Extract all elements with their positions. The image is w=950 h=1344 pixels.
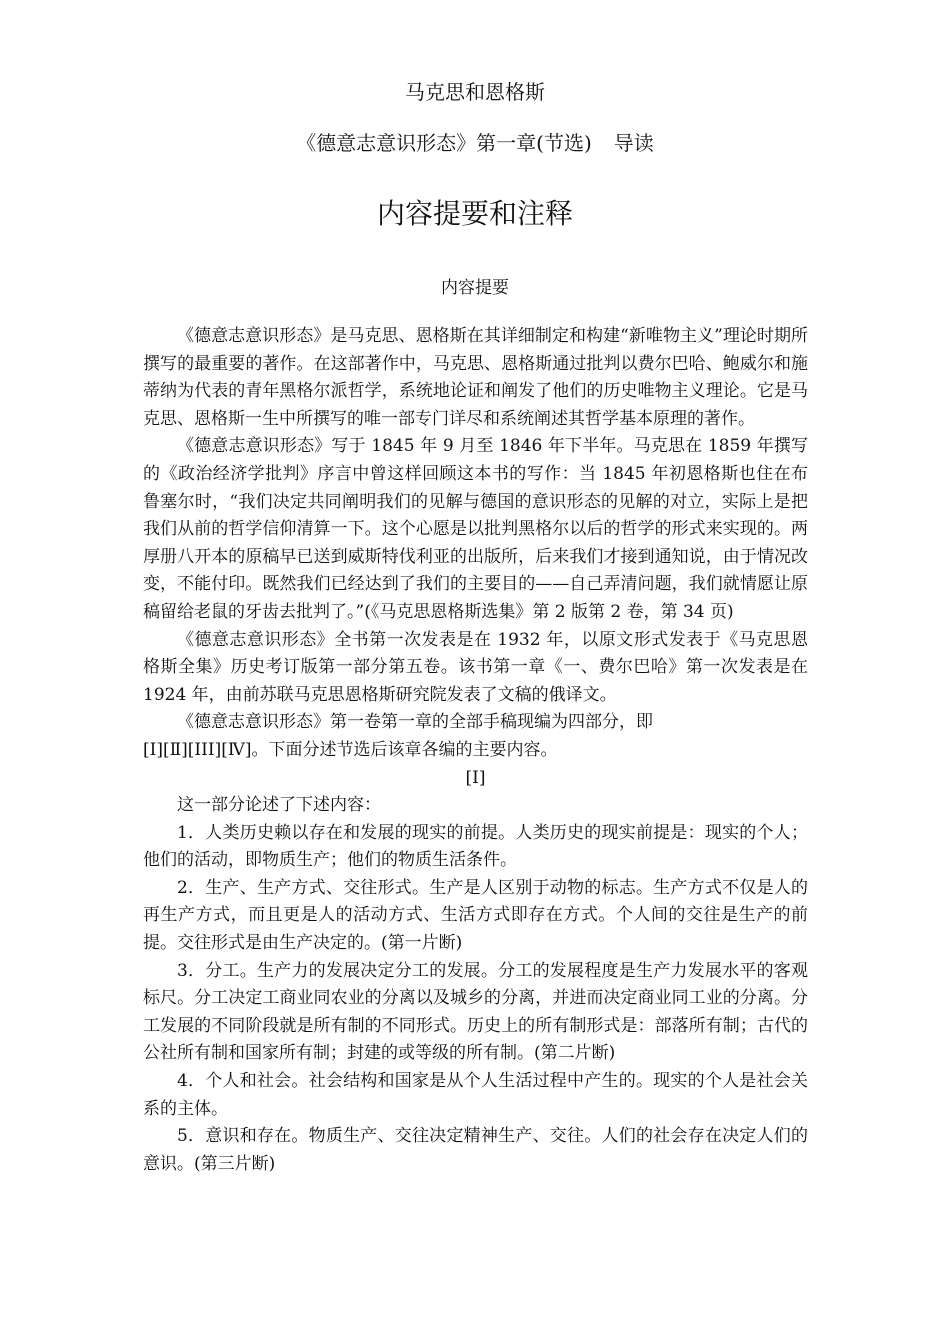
paragraph-intro: 《德意志意识形态》是马克思、恩格斯在其详细制定和构建“新唯物主义”理论时期所撰写的最重要的著作。在这部著作中，马克思、恩格斯通过批判以费尔巴哈、鲍威尔和施蒂纳为代表的青年黑格尔派哲学，系统地论证和阐发了他们的历史唯物主义理论。它是马克思、恩格斯一生中所撰写的唯一部专门详尽和系统阐述其哲学基本原理的著作。 [143,326,808,429]
subtitle-text: 《德意志意识形态》第一章(节选) [296,131,592,155]
paragraph-publication: 《德意志意识形态》全书第一次发表是在 1932 年，以原文形式发表于《马克思恩格斯全集》历史考订版第一部分第五卷。该书第一章《一、费尔巴哈》第一次发表是在 1924 年，由前苏联马克思恩格斯研究院发表了文稿的俄译文。 [143,629,808,705]
part-marker: [I] [465,767,486,788]
list-item-3: 3．分工。生产力的发展决定分工的发展。分工的发展程度是生产力发展水平的客观标尺。分工决定工商业同农业的分离以及城乡的分离，并进而决定商业同工业的分离。分工发展的不同阶段就是所有制的不同形式。历史上的所有制形式是：部落所有制；古代的公社所有制和国家所有制；封建的或等级的所有制。(第二片断) [143,960,808,1064]
subtitle-suffix: 导读 [613,131,654,155]
body-text [143,323,808,1178]
paragraph-part-intro: 这一部分论述了下述内容： [177,795,381,816]
list-item-5: 5．意识和存在。物质生产、交往决定精神生产、交往。人们的社会存在决定人们的意识。(第三片断) [143,1126,808,1174]
document-subtitle [0,127,950,156]
section-title: 内容提要 [441,278,509,298]
list-item-1: 1．人类历史赖以存在和发展的现实的前提。人类历史的现实前提是：现实的个人；他们的活动，即物质生产；他们的物质生活条件。 [143,822,808,871]
paragraph-writing-history: 《德意志意识形态》写于 1845 年 9 月至 1846 年下半年。马克思在 1859 年撰写的《政治经济学批判》序言中曾这样回顾这本书的写作：当 1845 年初恩格斯也住在布鲁塞尔时，“我们决定共同阐明我们的见解与德国的意识形态的见解的对立，实际上是把我们从前的哲学信仰清算一下。这个心愿是以批判黑格尔以后的哲学的形式来实现的。两厚册八开本的原稿早已送到威斯特伐利亚的出版所，后来我们才接到通知说，由于情况改变，不能付印。既然我们已经达到了我们的主要目的——自己弄清问题，我们就情愿让原稿留给老鼠的牙齿去批判了。”(《马克思恩格斯选集》第 2 版第 2 卷，第 34 页) [143,436,808,622]
list-item-2: 2．生产、生产方式、交往形式。生产是人区别于动物的标志。生产方式不仅是人的再生产方式，而且更是人的活动方式、生活方式即存在方式。个人间的交往是生产的前提。交往形式是由生产决定的。(第一片断) [143,877,808,954]
author-heading: 马克思和恩格斯 [405,80,545,104]
list-item-4: 4．个人和社会。社会结构和国家是从个人生活过程中产生的。现实的个人是社会关系的主体。 [143,1071,808,1119]
paragraph-part-list: [I][Ⅱ][III][Ⅳ]。下面分述节选后该章各编的主要内容。 [143,739,558,760]
paragraph-manuscript-parts: 《德意志意识形态》第一卷第一章的全部手稿现编为四部分，即 [177,712,653,733]
page-title: 内容提要和注释 [376,197,573,230]
